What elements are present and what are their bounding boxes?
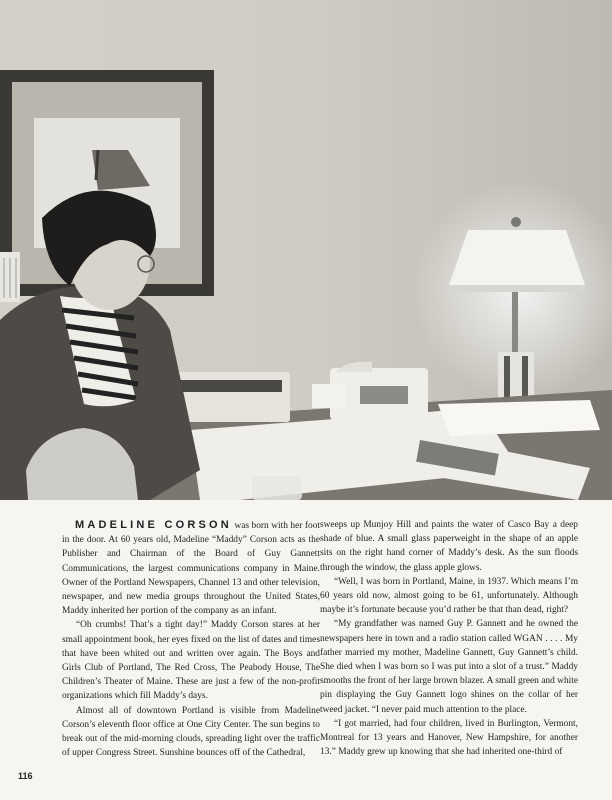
article-column-right <box>320 518 578 759</box>
body-paragraph: “Well, I was born in Portland, Maine, in 1937. Which means I’m 60 years old now, almost going to be 61, unfortunately. Although maybe it’s fortunate because you’d rather be that than dead, right? <box>320 576 578 616</box>
lead-name: MADELINE CORSON <box>75 519 232 531</box>
lead-paragraph <box>62 518 320 618</box>
article-column-left <box>62 518 320 760</box>
body-paragraph: Almost all of downtown Portland is visible from Madeline Corson’s eleventh floor office at One City Center. The sun begins to break out of the mid-morning clouds, spreading light over the traffic of upper Congress Street. Sunshine bounces off of the Cathedral, <box>62 705 320 759</box>
body-paragraph: sweeps up Munjoy Hill and paints the water of Casco Bay a deep shade of blue. A small glass paperweight in the shape of an apple sits on the right hand corner of Maddy’s desk. As the sun floods through the window, the glass apple glows. <box>320 520 578 573</box>
body-paragraph: “Oh crumbs! That’s a tight day!” Maddy Corson stares at her small appointment book, her eyes fixed on the list of dates and times that have been whited out and written over again. The Boys and Girls Club of Portland, The Red Cross, The Peabody House, The Children’s Theater of Maine. These are just a few of the non-profit organizations which fill Maddy’s days. <box>62 620 320 702</box>
body-paragraph: “My grandfather was named Guy P. Gannett and he owned the newspapers here in town and a radio station called WGAN . . . . My father married my mother, Madeline Gannett, Guy Gannett’s child. She died when I was born so I was put into a slot of a trust.” Maddy smooths the front of her large brown blazer. A small green and white pin displaying the Guy Gannett logo shines on the collar of her tweed jacket. “I never paid much attention to the place. <box>320 619 578 715</box>
page-number: 116 <box>18 771 33 781</box>
lead-text: was born with her foot in the door. At 60 years old, Madeline “Maddy” Corson acts as the Publisher and Chairman of the Board of Guy Gannett Communications, the largest communications company in Maine. Owner of the Portland Newspapers, Channel 13 and other television, newspaper, and new media groups throughout the United States, Maddy inherited her portion of the company as an infant. <box>62 521 321 617</box>
body-paragraph: “I got married, had four children, lived in Burlington, Vermont, Montreal for 13 years and Hanover, New Hampshire, for another 13.” Maddy grew up knowing that she had inherited one-third of <box>320 718 578 758</box>
